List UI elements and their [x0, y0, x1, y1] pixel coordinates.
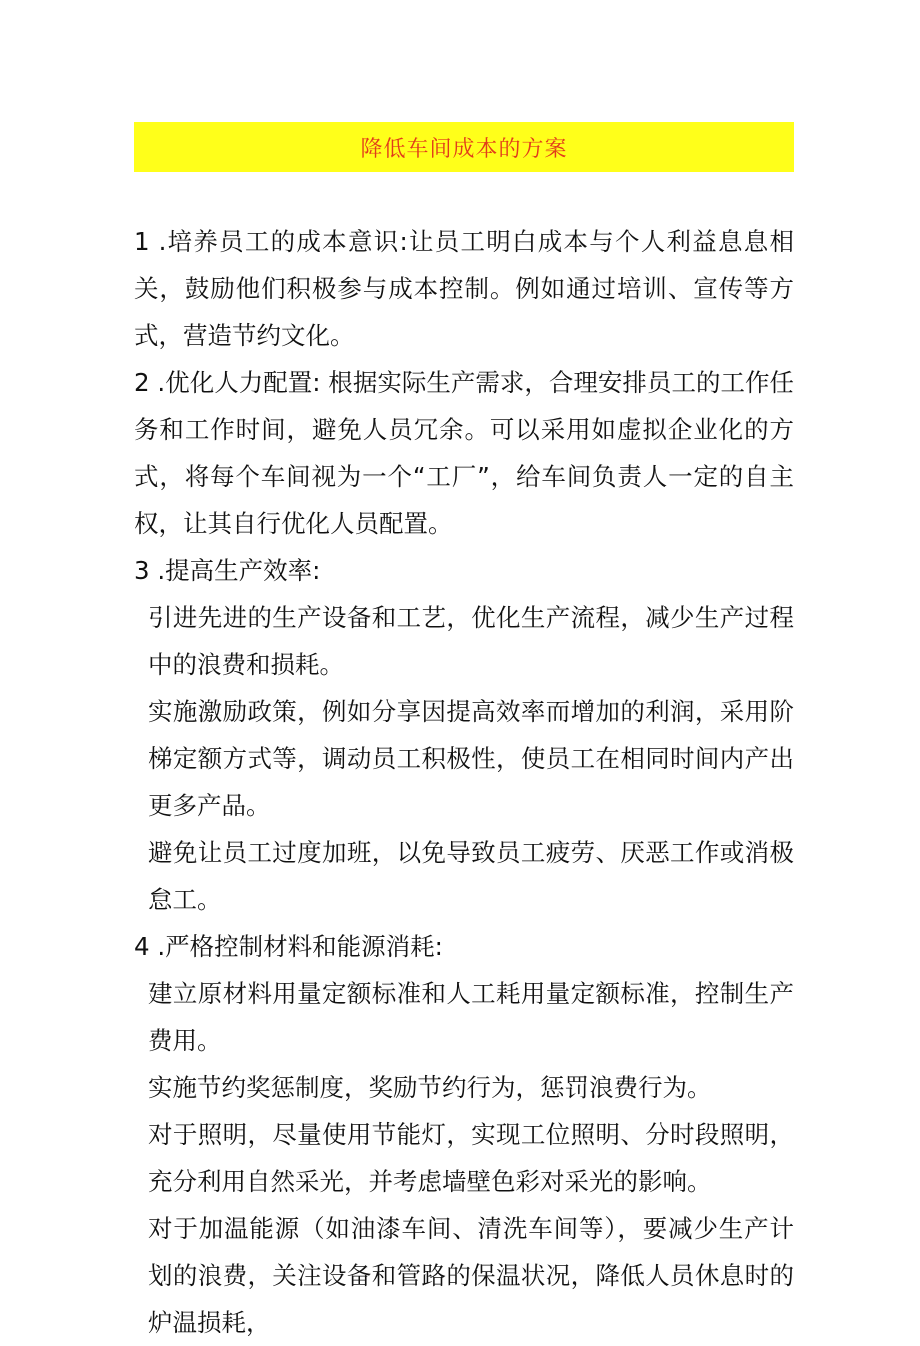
paragraph-4-item-1: 建立原材料用量定额标准和人工耗用量定额标准，控制生产费用。 [148, 979, 794, 1055]
paragraph-1: 1 .培养员工的成本意识:让员工明白成本与个人利益息息相关，鼓励他们积极参与成本控制。例如通过培训、宣传等方式，营造节约文化。 [134, 227, 794, 350]
paragraph-4-item-4: 对于加温能源（如油漆车间、清洗车间等），要减少生产计划的浪费，关注设备和管路的保温状况，降低人员休息时的炉温损耗， [148, 1214, 794, 1337]
document-body [134, 218, 794, 1346]
paragraph-2: 2 .优化人力配置: 根据实际生产需求，合理安排员工的工作任务和工作时间，避免人员冗余。可以采用如虚拟企业化的方式，将每个车间视为一个“工厂”，给车间负责人一定的自主权，让其自行优化人员配置。 [134, 368, 794, 538]
paragraph-4-heading: 4 .严格控制材料和能源消耗: [134, 932, 443, 961]
paragraph-4-item-3: 对于照明，尽量使用节能灯，实现工位照明、分时段照明，充分利用自然采光，并考虑墙壁色彩对采光的影响。 [148, 1120, 794, 1196]
paragraph-3-item-2: 实施激励政策，例如分享因提高效率而增加的利润，采用阶梯定额方式等，调动员工积极性，使员工在相同时间内产出更多产品。 [148, 697, 794, 820]
paragraph-3-item-1: 引进先进的生产设备和工艺，优化生产流程，减少生产过程中的浪费和损耗。 [148, 603, 794, 679]
paragraph-4-item-2: 实施节约奖惩制度，奖励节约行为，惩罚浪费行为。 [148, 1073, 712, 1102]
paragraph-3-item-3: 避免让员工过度加班，以免导致员工疲劳、厌恶工作或消极怠工。 [148, 838, 794, 914]
document-title: 降低车间成本的方案 [360, 136, 568, 162]
title-banner [134, 122, 794, 172]
paragraph-3-heading: 3 .提高生产效率: [134, 556, 321, 585]
